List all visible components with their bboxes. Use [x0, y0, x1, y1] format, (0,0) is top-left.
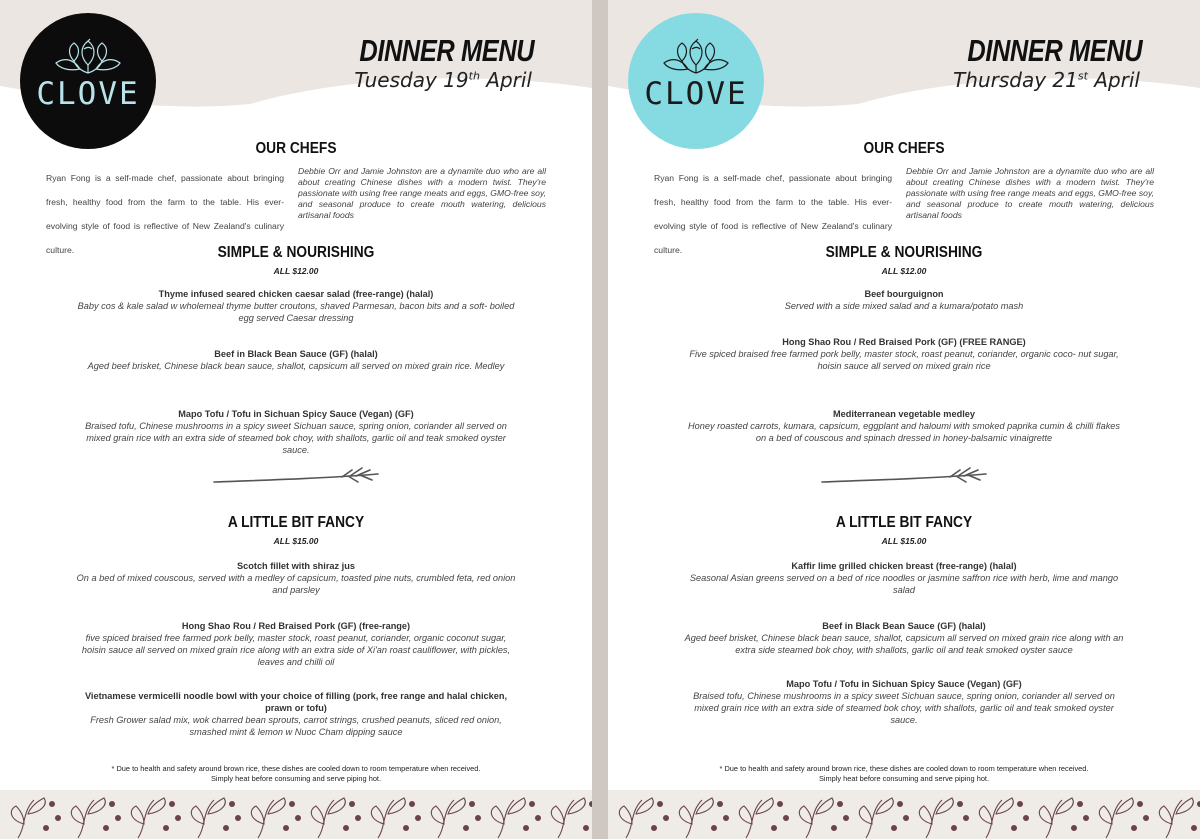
- menu-item-description: Served with a side mixed salad and a kumara/potato mash: [784, 301, 1024, 311]
- menu-item: [76, 408, 516, 456]
- menu-item: [684, 336, 1124, 372]
- chef-bio-debbie-jamie: Debbie Orr and Jamie Johnston are a dynamite duo who are all about creating Chinese dishes with a modern twist. They're passionate with using free range meats and eggs, GMO-free soy, and seasonal produce to create mouth watering, delicious artisanal foods: [298, 166, 546, 220]
- chefs-heading: OUR CHEFS: [255, 140, 337, 157]
- date-month: April: [479, 68, 532, 92]
- chef-bio-ryan: Ryan Fong is a self-made chef, passionate about bringing fresh, healthy food from the farm to the table. His ever-evolving style of food is reflective of New Zealand's culinary culture.: [46, 173, 284, 255]
- menu-item: [76, 288, 516, 324]
- menu-item-name: Beef bourguignon: [864, 289, 944, 299]
- menu-item-description: Aged beef brisket, Chinese black bean sauce, shallot, capsicum all served on mixed grain rice. Medley: [87, 361, 505, 371]
- menu-item-name: Beef in Black Bean Sauce (GF) (halal): [822, 621, 986, 631]
- clove-logo: [628, 13, 764, 149]
- menu-item: [76, 348, 516, 372]
- menu-title: DINNER MENU: [359, 33, 534, 68]
- sprig-divider-icon: [818, 466, 990, 492]
- menu-item-description: Aged beef brisket, Chinese black bean sauce, shallot, capsicum all served on mixed grain rice along with an extra side steamed bok choy, with shallots, garlic oil and teak smoked oyster sauce: [684, 633, 1124, 655]
- footnote-line-2: Simply heat before consuming and serve piping hot.: [210, 774, 382, 783]
- menu-item: [684, 620, 1124, 656]
- menu-item-description: Honey roasted carrots, kumara, capsicum, eggplant and haloumi with smoked paprika cumin & chilli flakes on a bed of couscous and spinach dressed in honey-balsamic vinaigrette: [687, 421, 1120, 443]
- menu-item: [76, 560, 516, 596]
- menu-title: DINNER MENU: [967, 33, 1142, 68]
- leaf-pattern-icon: [608, 790, 1200, 839]
- menu-item-name: Vietnamese vermicelli noodle bowl with your choice of filling (pork, free range and halal chicken, prawn or tofu): [84, 691, 508, 713]
- menu-date: [953, 68, 1140, 92]
- menu-item-description: Seasonal Asian greens served on a bed of rice noodles or jasmine saffron rice with herb, lime and mango salad: [689, 573, 1119, 595]
- menu-item: [684, 288, 1124, 312]
- menu-date: [354, 68, 532, 92]
- section-price-fancy: ALL $15.00: [273, 536, 319, 546]
- menu-item-description: Fresh Grower salad mix, wok charred bean sprouts, carrot strings, crushed peanuts, sliced red onion, smashed mint & lemon w Nuoc Cham dipping sauce: [90, 715, 502, 737]
- menu-item-description: Braised tofu, Chinese mushrooms in a spicy sweet Sichuan sauce, spring onion, coriander all served on mixed grain rice with an extra side of steamed bok choy, with shallots, garlic oil and teak smoked oyster sauce.: [85, 421, 507, 455]
- menu-item-name: Beef in Black Bean Sauce (GF) (halal): [214, 349, 378, 359]
- chef-bio-ryan: Ryan Fong is a self-made chef, passionate about bringing fresh, healthy food from the farm to the table. His ever-evolving style of food is reflective of New Zealand's culinary culture.: [654, 173, 892, 255]
- leaf-pattern-band: [0, 790, 592, 839]
- clove-logo: [20, 13, 156, 149]
- footnote: [648, 764, 1160, 784]
- menu-item-description: five spiced braised free farmed pork belly, master stock, roast peanut, coriander, organic coconut sugar, hoisin sauce all served on mixed grain rice along with an extra side of Xi'an roast cauliflower, with pickles, leaves and chilli oil: [81, 633, 511, 667]
- menu-page-thursday: [608, 0, 1200, 839]
- menu-item-description: Five spiced braised free farmed pork belly, master stock, roast peanut, coriander, organic coco- nut sugar, hoisin sauce all served on mixed grain rice: [689, 349, 1119, 371]
- section-price-simple: ALL $12.00: [881, 266, 927, 276]
- footnote: [40, 764, 552, 784]
- menu-item-name: Hong Shao Rou / Red Braised Pork (GF) (free-range): [181, 621, 411, 631]
- logo-wordmark: CLOVE: [644, 76, 748, 112]
- menu-item: [76, 620, 516, 668]
- date-suffix: st: [1077, 69, 1088, 83]
- leaf-pattern-icon: [0, 790, 592, 839]
- leaf-pattern-band: [608, 790, 1200, 839]
- menu-item: [684, 678, 1124, 726]
- section-heading-fancy: A LITTLE BIT FANCY: [227, 514, 365, 531]
- footnote-line-2: Simply heat before consuming and serve piping hot.: [818, 774, 990, 783]
- logo-wordmark: CLOVE: [36, 76, 140, 112]
- menu-page-tuesday: [0, 0, 592, 839]
- chef-bio-debbie-jamie: Debbie Orr and Jamie Johnston are a dynamite duo who are all about creating Chinese dishes with a modern twist. They're passionate with using free range meats and eggs, GMO-free soy, and seasonal produce to create mouth watering, delicious artisanal foods: [906, 166, 1154, 220]
- chefs-heading: OUR CHEFS: [863, 140, 945, 157]
- menu-item-description: Braised tofu, Chinese mushrooms in a spicy sweet Sichuan sauce, spring onion, coriander all served on mixed grain rice with an extra side of steamed bok choy, with shallots, garlic oil and teak smoked oyster sauce.: [693, 691, 1115, 725]
- menu-item-name: Mediterranean vegetable medley: [833, 409, 975, 419]
- date-suffix: th: [468, 69, 480, 83]
- section-heading-simple: SIMPLE & NOURISHING: [825, 244, 983, 261]
- section-heading-simple: SIMPLE & NOURISHING: [217, 244, 375, 261]
- footnote-line-1: * Due to health and safety around brown rice, these dishes are cooled down to room temperature when received.: [111, 764, 481, 773]
- section-price-fancy: ALL $15.00: [881, 536, 927, 546]
- menu-item-description: On a bed of mixed couscous, served with a medley of capsicum, toasted pine nuts, crumbled feta, red onion and parsley: [76, 573, 516, 595]
- menu-item-name: Scotch fillet with shiraz jus: [237, 561, 355, 571]
- section-heading-fancy: A LITTLE BIT FANCY: [835, 514, 973, 531]
- menu-item: [76, 690, 516, 738]
- footnote-line-1: * Due to health and safety around brown rice, these dishes are cooled down to room temperature when received.: [719, 764, 1089, 773]
- menu-item-description: Baby cos & kale salad w wholemeal thyme butter croutons, shaved Parmesan, bacon bits and a soft- boiled egg served Caesar dressing: [77, 301, 515, 323]
- sprig-divider-icon: [210, 466, 382, 492]
- menu-item-name: Mapo Tofu / Tofu in Sichuan Spicy Sauce (Vegan) (GF): [178, 409, 414, 419]
- date-day: Tuesday 19: [354, 68, 469, 92]
- menu-item: [684, 560, 1124, 596]
- menu-item-name: Mapo Tofu / Tofu in Sichuan Spicy Sauce (Vegan) (GF): [786, 679, 1022, 689]
- date-month: April: [1087, 68, 1140, 92]
- section-price-simple: ALL $12.00: [273, 266, 319, 276]
- menu-item-name: Thyme infused seared chicken caesar salad (free-range) (halal): [158, 289, 434, 299]
- menu-item: [684, 408, 1124, 444]
- menu-item-name: Hong Shao Rou / Red Braised Pork (GF) (FREE RANGE): [782, 337, 1026, 347]
- date-day: Thursday 21: [953, 68, 1078, 92]
- menu-item-name: Kaffir lime grilled chicken breast (free-range) (halal): [791, 561, 1017, 571]
